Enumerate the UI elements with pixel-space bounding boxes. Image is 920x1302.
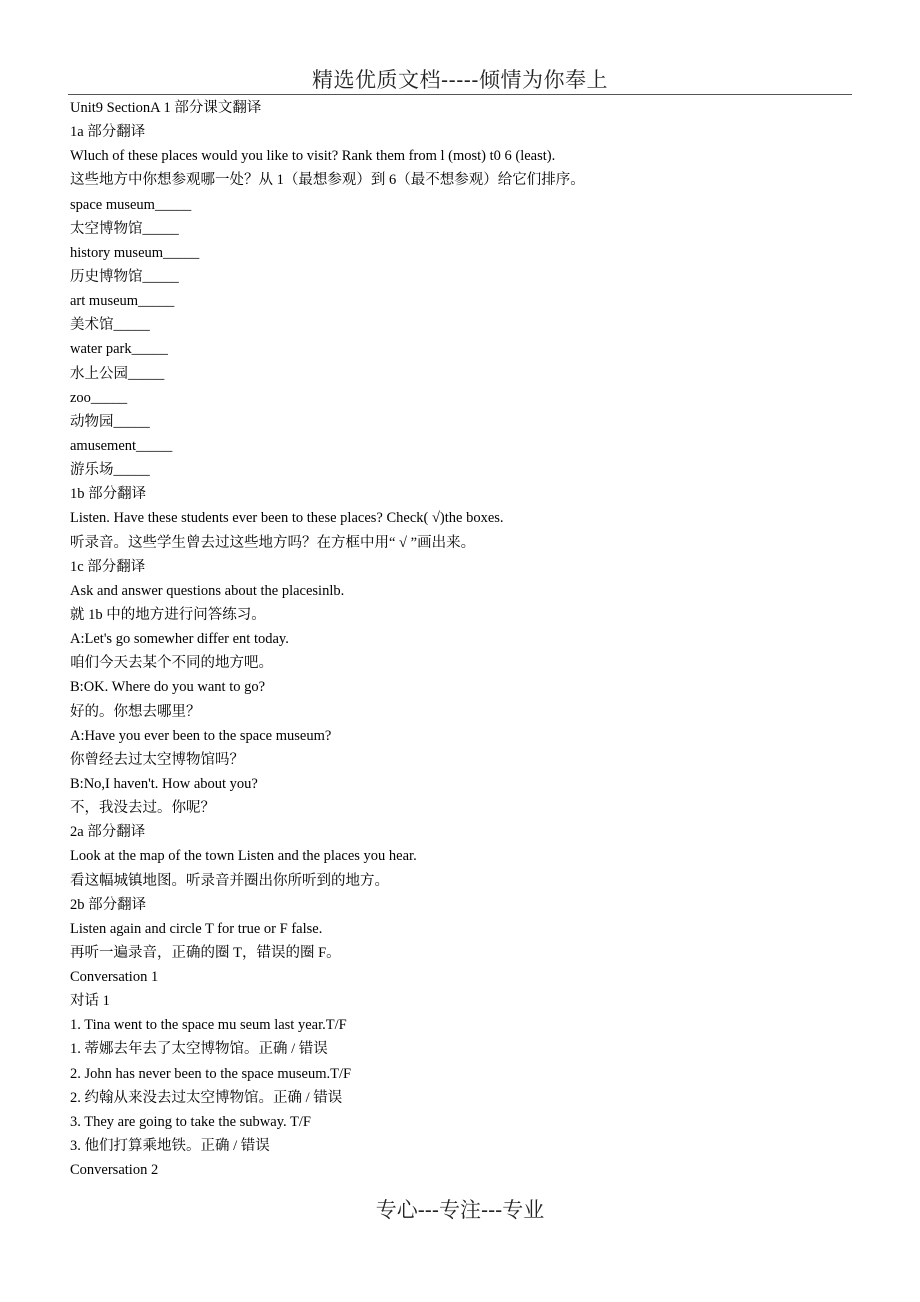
text-line: 太空博物馆_____: [70, 220, 179, 237]
text-line: Ask and answer questions about the placesinlb.: [70, 582, 345, 599]
text-line: 1. 蒂娜去年去了太空博物馆。正确 / 错误: [70, 1041, 328, 1058]
text-line: Listen. Have these students ever been to these places? Check( √)the boxes.: [70, 510, 504, 527]
text-line: Listen again and circle T for true or F false.: [70, 920, 323, 937]
text-line: 历史博物馆_____: [70, 268, 179, 285]
text-line: amusement_____: [70, 437, 173, 454]
text-line: Wluch of these places would you like to visit? Rank them from l (most) t0 6 (least).: [70, 148, 556, 165]
section-heading-1c: 1c 部分翻译: [70, 558, 146, 575]
text-line: 好的。你想去哪里？: [70, 703, 201, 720]
text-line: 咱们今天去某个不同的地方吧。: [70, 655, 273, 672]
text-line: 再听一遍录音，正确的圈 T，错误的圈 F。: [70, 944, 341, 961]
text-line: 美术馆_____: [70, 317, 150, 334]
text-line: 你曾经去过太空博物馆吗？: [70, 751, 244, 768]
page-header: 精选优质文档-----倾情为你奉上: [312, 68, 608, 92]
text-line: history museum_____: [70, 244, 200, 261]
text-line: 游乐场_____: [70, 462, 150, 479]
text-line: 2. 约翰从来没去过太空博物馆。正确 / 错误: [70, 1089, 343, 1106]
section-heading-1a: 1a 部分翻译: [70, 124, 146, 141]
text-line: art museum_____: [70, 293, 175, 310]
section-heading-2b: 2b 部分翻译: [70, 896, 147, 913]
section-heading-1b: 1b 部分翻译: [70, 486, 147, 503]
doc-title: Unit9 SectionA 1 部分课文翻译: [70, 100, 262, 116]
conversation-heading: Conversation 2: [70, 1162, 159, 1179]
text-line: 这些地方中你想参观哪一处？从 1（最想参观）到 6（最不想参观）给它们排序。: [70, 172, 585, 189]
text-line: A:Have you ever been to the space museum?: [70, 727, 332, 744]
page-footer: 专心---专注---专业: [375, 1198, 545, 1222]
text-line: B:OK. Where do you want to go?: [70, 679, 266, 696]
text-line: 不，我没去过。你呢？: [70, 800, 215, 817]
section-heading-2a: 2a 部分翻译: [70, 824, 146, 841]
header-divider: [68, 94, 852, 95]
text-line: water park_____: [70, 341, 168, 358]
text-line: 1. Tina went to the space mu seum last year.T/F: [70, 1017, 347, 1034]
document-body: [70, 96, 860, 1182]
text-line: space museum_____: [70, 196, 192, 213]
conversation-heading: Conversation 1: [70, 969, 159, 986]
text-line: B:No,I haven't. How about you?: [70, 775, 258, 792]
text-line: 听录音。这些学生曾去过这些地方吗？在方框中用“ √ ”画出来。: [70, 534, 476, 551]
text-line: 2. John has never been to the space museum.T/F: [70, 1065, 352, 1082]
text-line: 就 1b 中的地方进行问答练习。: [70, 606, 266, 623]
text-line: A:Let's go somewher differ ent today.: [70, 631, 289, 648]
text-line: Look at the map of the town Listen and the places you hear.: [70, 848, 417, 865]
text-line: 对话 1: [70, 993, 110, 1010]
text-line: 动物园_____: [70, 413, 150, 430]
text-line: 看这幅城镇地图。听录音并圈出你所听到的地方。: [70, 872, 389, 889]
text-line: 3. They are going to take the subway. T/F: [70, 1113, 311, 1130]
text-line: zoo_____: [70, 389, 128, 406]
text-line: 水上公园_____: [70, 365, 165, 382]
text-line: 3. 他们打算乘地铁。正确 / 错误: [70, 1138, 270, 1155]
